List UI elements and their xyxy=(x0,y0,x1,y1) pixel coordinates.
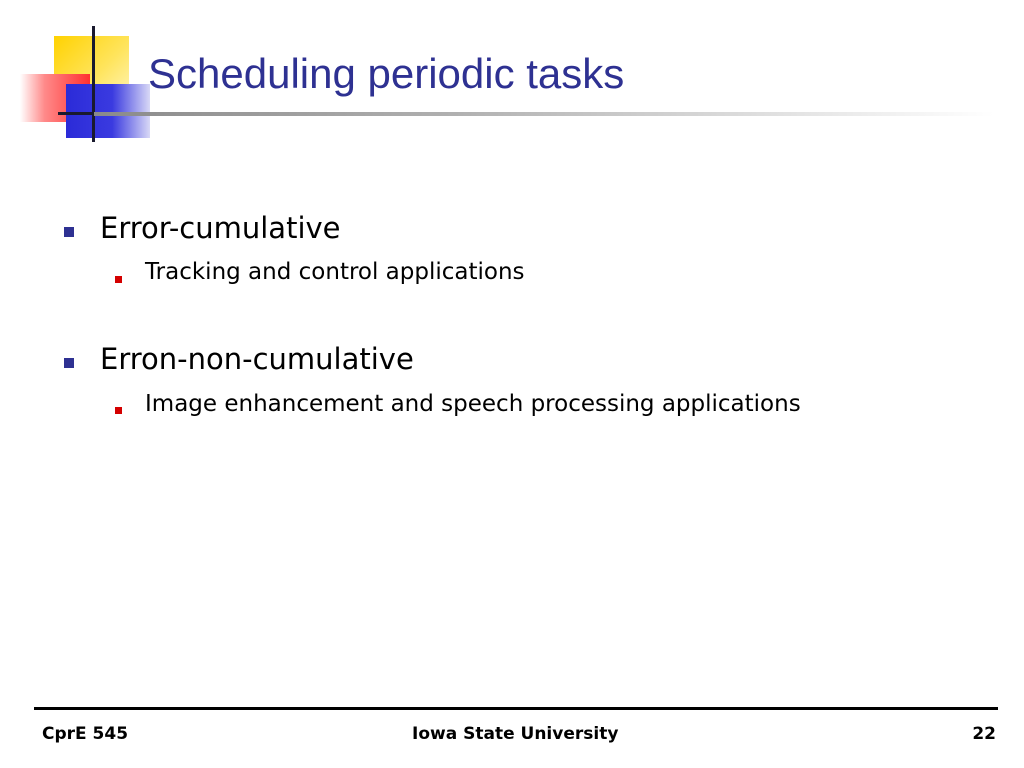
logo-blue-square xyxy=(66,84,150,138)
sub-bullet-item: Tracking and control applications xyxy=(145,259,525,285)
footer-divider xyxy=(34,707,998,710)
footer-course: CprE 545 xyxy=(42,724,129,744)
slide-title: Scheduling periodic tasks xyxy=(148,50,625,97)
tri-color-squares-logo-icon xyxy=(0,0,160,150)
square-bullet-icon xyxy=(115,276,122,283)
bullet-item: Error-cumulative xyxy=(100,211,341,245)
bullet-item: Erron-non-cumulative xyxy=(100,342,414,376)
square-bullet-icon xyxy=(64,227,74,237)
sub-bullet-item: Image enhancement and speech processing applications xyxy=(145,391,801,417)
logo-vertical-line xyxy=(92,26,95,142)
title-divider xyxy=(94,112,994,116)
page-number: 22 xyxy=(972,724,996,744)
square-bullet-icon xyxy=(64,358,74,368)
square-bullet-icon xyxy=(115,407,122,414)
footer-university: Iowa State University xyxy=(412,724,619,744)
